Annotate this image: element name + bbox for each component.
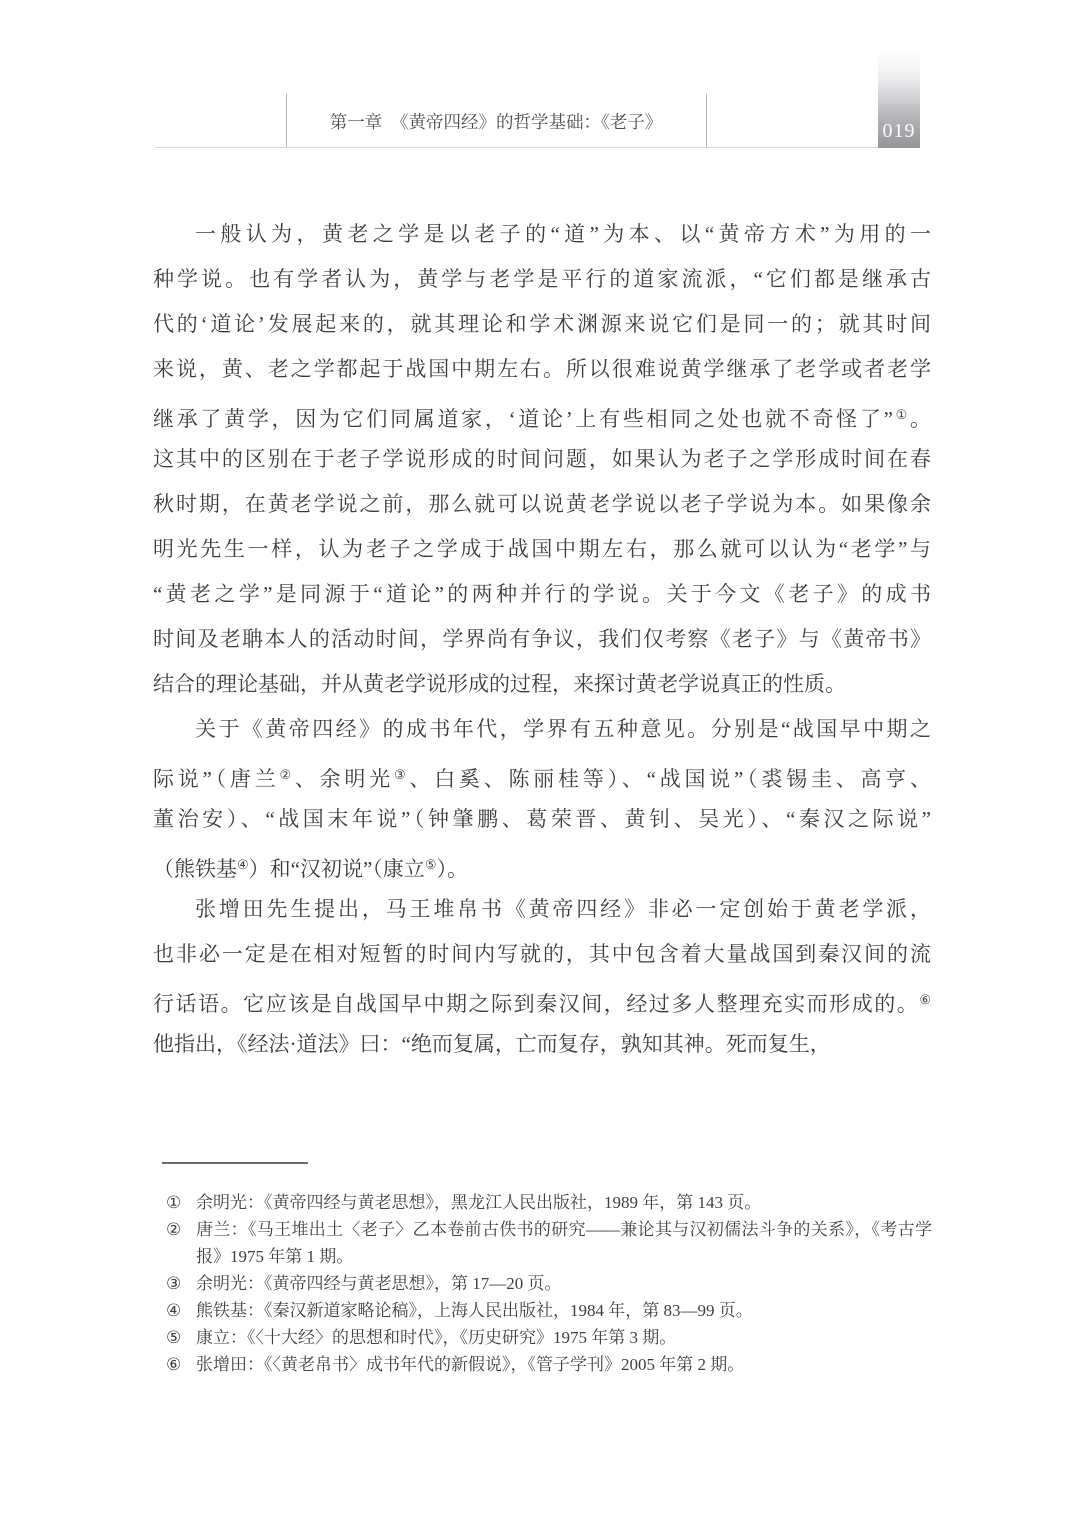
body-text [153, 212, 931, 1067]
footnote-ref: ① [892, 407, 910, 422]
footnote-ref: ④ [237, 857, 249, 872]
text-run: ）和“汉初说”（康立 [248, 857, 425, 881]
footnote-marker: ① [166, 1193, 182, 1212]
page-number-box [878, 50, 920, 148]
footnote-separator [162, 1162, 308, 1164]
footnote-marker: ② [166, 1220, 182, 1239]
text-run: 来说，黄、老之学都起于战国中期左右。所以很难说黄学继承了老学或者老学 [153, 357, 931, 381]
footnote-marker: ③ [166, 1274, 182, 1293]
text-line [153, 302, 931, 347]
footnote-ref: ② [279, 767, 295, 782]
footnote-text: 张增田：《〈黄老帛书〉成书年代的新假说》，《管子学刊》2005 年第 2 期。 [196, 1355, 745, 1374]
header-rule [155, 147, 920, 148]
text-line [153, 887, 931, 932]
footnote-ref: ⑥ [919, 992, 931, 1007]
footnote-item [166, 1351, 932, 1378]
text-line [153, 527, 931, 572]
text-line [153, 482, 931, 527]
footnote-item [166, 1216, 932, 1270]
footnote-text: 余明光：《黄帝四经与黄老思想》，第 17—20 页。 [196, 1274, 562, 1293]
text-line [153, 617, 931, 662]
text-run: 、余明光 [294, 767, 394, 791]
footnote-text: 康立：《〈十大经〉的思想和时代》，《历史研究》1975 年第 3 期。 [196, 1328, 677, 1347]
text-run: 。 [910, 407, 931, 431]
footnote-ref: ⑤ [424, 857, 437, 872]
footnote-item [166, 1297, 932, 1324]
text-line [153, 842, 931, 887]
text-line [153, 257, 931, 302]
text-line [153, 347, 931, 392]
text-run: 关于《黄帝四经》的成书年代，学界有五种意见。分别是“战国早中期之 [195, 717, 931, 741]
text-run: 结合的理论基础，并从黄老学说形成的过程，来探讨黄老学说真正的性质。 [153, 672, 846, 696]
header-vline-right [706, 94, 707, 147]
text-line [153, 662, 931, 707]
footnote-text: 唐兰：《马王堆出土〈老子〉乙本卷前古佚书的研究——兼论其与汉初儒法斗争的关系》，《考古学报》1975 年第 1 期。 [196, 1220, 932, 1266]
text-run: 、白奚、陈丽桂等）、“战国说”（裘锡圭、高亨、 [409, 767, 932, 791]
footnotes [166, 1189, 932, 1378]
footnote-item [166, 1324, 932, 1351]
text-line [153, 797, 931, 842]
text-run: （熊铁基 [153, 857, 237, 881]
text-run: 一般认为，黄老之学是以老子的“道”为本、以“黄帝方术”为用的一 [195, 222, 931, 246]
text-line [153, 707, 931, 752]
text-run: 继承了黄学，因为它们同属道家，‘道论’上有些相同之处也就不奇怪了” [153, 407, 893, 431]
text-line [153, 752, 931, 797]
text-run: 种学说。也有学者认为，黄学与老学是平行的道家流派，“它们都是继承古 [153, 267, 931, 291]
text-run: 这其中的区别在于老子学说形成的时间问题，如果认为老子之学形成时间在春 [153, 447, 931, 471]
text-run: 秋时期，在黄老学说之前，那么就可以说黄老学说以老子学说为本。如果像余 [153, 492, 931, 516]
text-line [153, 437, 931, 482]
text-run: 行话语。它应该是自战国早中期之际到秦汉间，经过多人整理充实而形成的。 [153, 992, 920, 1016]
text-run: ）。 [436, 857, 468, 881]
text-run: 代的‘道论’发展起来的，就其理论和学术渊源来说它们是同一的；就其时间 [153, 312, 931, 336]
footnote-marker: ④ [166, 1301, 182, 1320]
chapter-title: 第一章 《黄帝四经》的哲学基础：《老子》 [329, 112, 663, 132]
text-line [153, 932, 931, 977]
text-run: 也非必一定是在相对短暂的时间内写就的，其中包含着大量战国到秦汉间的流 [153, 942, 931, 966]
text-line [153, 392, 931, 437]
text-run: 际说”（唐兰 [153, 767, 280, 791]
footnote-item [166, 1270, 932, 1297]
footnote-text: 熊铁基：《秦汉新道家略论稿》，上海人民出版社，1984 年，第 83—99 页。 [196, 1301, 753, 1320]
footnote-marker: ⑥ [166, 1355, 182, 1374]
page-number: 019 [882, 120, 916, 142]
text-line [153, 212, 931, 257]
footnote-item [166, 1189, 932, 1216]
text-run: 董治安）、“战国末年说”（钟肇鹏、葛荣晋、黄钊、吴光）、“秦汉之际说” [153, 807, 931, 831]
text-line [153, 572, 931, 617]
text-run: 他指出，《经法·道法》曰：“绝而复属，亡而复存，孰知其神。死而复生， [153, 1032, 831, 1056]
text-run: 明光先生一样，认为老子之学成于战国中期左右，那么就可以认为“老学”与 [153, 537, 931, 561]
text-run: “黄老之学”是同源于“道论”的两种并行的学说。关于今文《老子》的成书 [153, 582, 931, 606]
text-run: 张增田先生提出，马王堆帛书《黄帝四经》非必一定创始于黄老学派， [195, 897, 931, 921]
text-run: 时间及老聃本人的活动时间，学界尚有争议，我们仅考察《老子》与《黄帝书》 [153, 627, 931, 651]
footnote-ref: ③ [393, 767, 410, 782]
footnote-text: 余明光：《黄帝四经与黄老思想》，黑龙江人民出版社，1989 年，第 143 页。 [196, 1193, 762, 1212]
footnote-marker: ⑤ [166, 1328, 182, 1347]
text-line [153, 977, 931, 1022]
text-line [153, 1022, 931, 1067]
